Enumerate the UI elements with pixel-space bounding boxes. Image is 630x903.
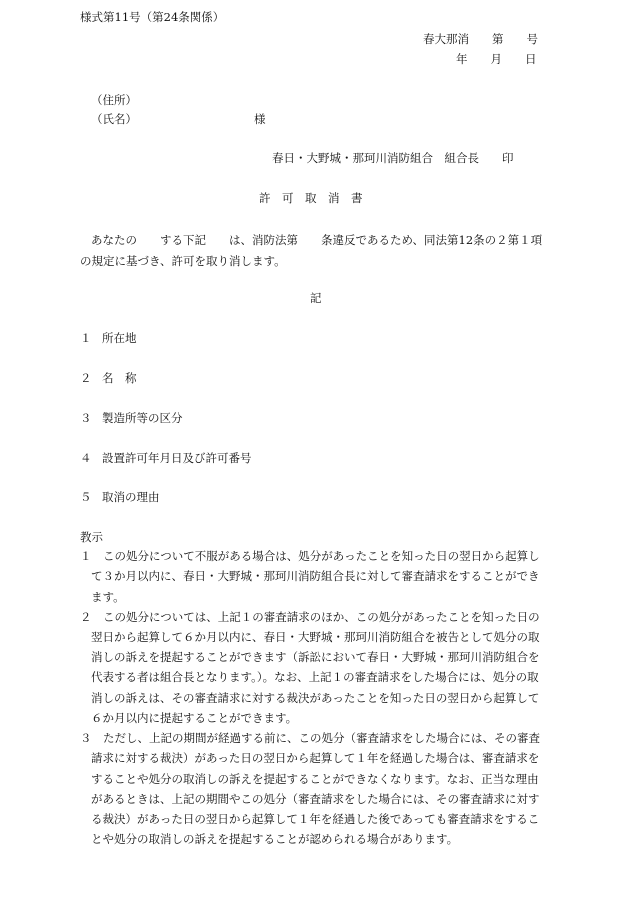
notice-item-line: この処分について不服がある場合は、処分があったことを知った日の翌日から起算し: [103, 549, 540, 563]
item-number: ４: [80, 451, 92, 465]
notice-item-number: ２: [80, 610, 92, 624]
list-item: [80, 373, 137, 385]
item-label: 取消の理由: [102, 490, 160, 504]
notice-item-line: 請求に対する裁決）があった日の翌日から起算して１年を経過した場合は、審査請求を: [91, 751, 540, 765]
notice-item-line: て３か月以内に、春日・大野城・那珂川消防組合長に対して審査請求をすることができ: [91, 569, 540, 583]
item-number: １: [80, 331, 92, 345]
notice-item-line: 消しの訴えを提起することができます（訴訟において春日・大野城・那珂川消防組合を: [91, 650, 540, 664]
notice-item-line: この処分については、上記１の審査請求のほか、この処分があったことを知った日の: [103, 610, 540, 624]
form-label: 様式第11号（第24条関係）: [80, 10, 225, 24]
notice-item-number: １: [80, 549, 92, 563]
document-number: 春大那消 第 号: [423, 32, 538, 46]
recipient-honorific: 様: [254, 112, 266, 126]
list-item: [80, 453, 252, 465]
document-date: 年 月 日: [456, 52, 537, 66]
document-title: 許 可 取 消 書: [259, 191, 363, 205]
item-label: 設置許可年月日及び許可番号: [102, 451, 252, 465]
notice-heading: 教示: [80, 530, 103, 544]
body-line-1: あなたの する下記 は、消防法第 条違反であるため、同法第12条の２第１項: [91, 233, 543, 247]
list-item: [80, 492, 160, 504]
notice-item-line: 翌日から起算して６か月以内に、春日・大野城・那珂川消防組合を被告として処分の取: [91, 630, 540, 644]
notice-item-line: ６か月以内に提起することができます。: [91, 711, 298, 725]
item-number: ２: [80, 371, 92, 385]
list-item: [80, 333, 137, 345]
notice-item-line: があるときは、上記の期間やこの処分（審査請求をした場合には、その審査請求に対す: [91, 792, 540, 806]
item-label: 名 称: [102, 371, 137, 385]
notice-item-line: る裁決）があった日の翌日から起算して１年を経過した後であっても審査請求をするこ: [91, 812, 540, 826]
notice-item-line: ただし、上記の期間が経過する前に、この処分（審査請求をした場合には、その審査: [103, 731, 540, 745]
item-number: ３: [80, 411, 92, 425]
list-item: [80, 413, 183, 425]
notice-item-line: 代表する者は組合長となります。）。なお、上記１の審査請求をした場合には、処分の取: [91, 670, 539, 684]
notice-item-line: 消しの訴えは、その審査請求に対する裁決があったことを知った日の翌日から起算して: [91, 691, 540, 705]
notice-item-line: ます。: [91, 590, 125, 604]
recipient-name-label: （氏名）: [91, 112, 137, 126]
ki-heading: 記: [310, 291, 322, 305]
issuer-line: 春日・大野城・那珂川消防組合 組合長 印: [272, 151, 514, 165]
notice-item-line: することや処分の取消しの訴えを提起することができなくなります。なお、正当な理由: [91, 772, 539, 786]
body-line-2: の規定に基づき、許可を取り消します。: [80, 254, 286, 268]
notice-item-line: とや処分の取消しの訴えを提起することが認められる場合があります。: [91, 832, 459, 846]
notice-item-number: ３: [80, 731, 92, 745]
item-label: 所在地: [102, 331, 137, 345]
recipient-address-label: （住所）: [91, 93, 137, 107]
item-number: ５: [80, 490, 92, 504]
item-label: 製造所等の区分: [102, 411, 183, 425]
